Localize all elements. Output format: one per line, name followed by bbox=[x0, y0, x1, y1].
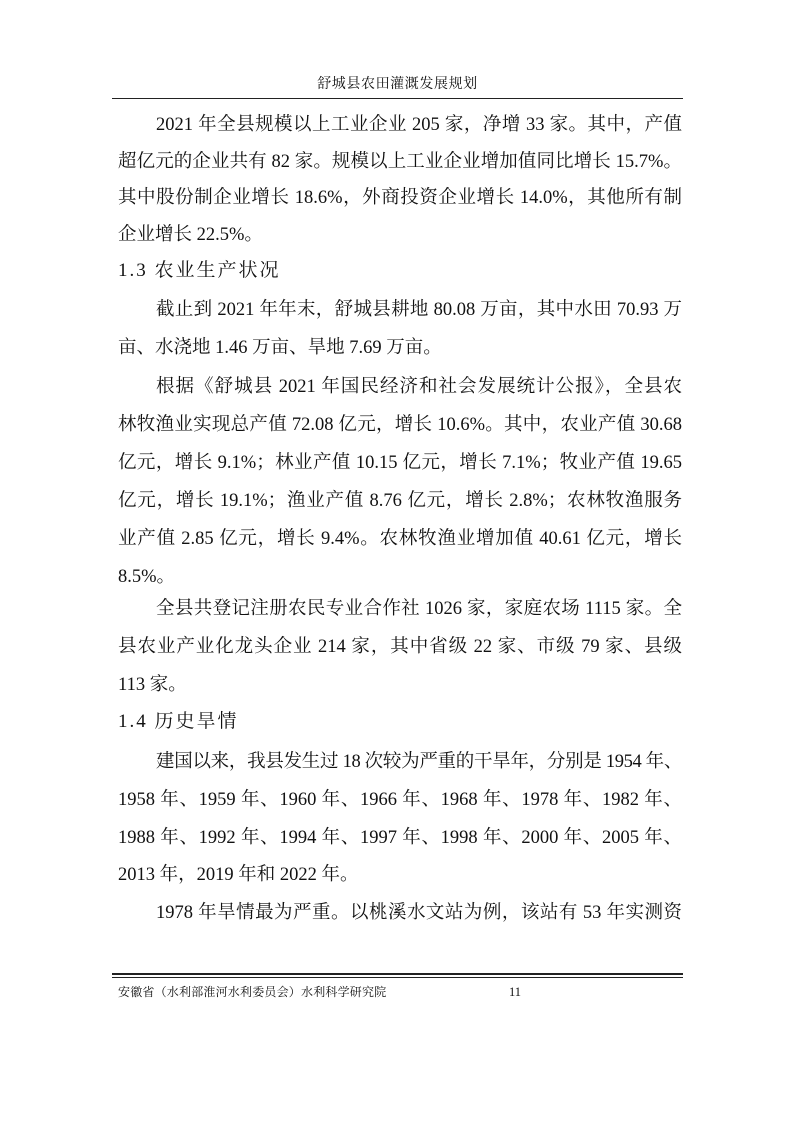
page-number: 11 bbox=[509, 985, 522, 999]
paragraph-line: 业产值 2.85 亿元，增长 9.4%。农林牧渔业增加值 40.61 亿元，增长 bbox=[118, 529, 682, 549]
paragraph-line: 113 家。 bbox=[118, 675, 187, 695]
section-heading-1-4: 1.4 历史旱情 bbox=[118, 711, 239, 732]
header-rule bbox=[112, 98, 683, 99]
paragraph-line: 县农业产业化龙头企业 214 家，其中省级 22 家、市级 79 家、县级 bbox=[118, 637, 682, 657]
paragraph-line: 企业增长 22.5%。 bbox=[118, 225, 263, 245]
paragraph-line: 亿元，增长 19.1%；渔业产值 8.76 亿元，增长 2.8%；农林牧渔服务 bbox=[118, 491, 682, 511]
paragraph-line: 根据《舒城县 2021 年国民经济和社会发展统计公报》，全县农 bbox=[156, 377, 682, 397]
paragraph-line: 超亿元的企业共有 82 家。规模以上工业企业增加值同比增长 15.7%。 bbox=[118, 152, 682, 172]
paragraph-line: 林牧渔业实现总产值 72.08 亿元，增长 10.6%。其中，农业产值 30.68 bbox=[118, 415, 682, 435]
paragraph-line: 全县共登记注册农民专业合作社 1026 家，家庭农场 1115 家。全 bbox=[156, 599, 682, 619]
running-header-title: 舒城县农田灌溉发展规划 bbox=[317, 77, 478, 92]
paragraph-line: 1978 年旱情最为严重。以桃溪水文站为例，该站有 53 年实测资 bbox=[156, 903, 682, 923]
paragraph-line: 亿元，增长 9.1%；林业产值 10.15 亿元，增长 7.1%；牧业产值 19.65 bbox=[118, 453, 682, 473]
paragraph-line: 2021 年全县规模以上工业企业 205 家，净增 33 家。其中，产值 bbox=[156, 115, 682, 135]
paragraph-line: 2013 年，2019 年和 2022 年。 bbox=[118, 865, 359, 885]
paragraph-line: 1988 年、1992 年、1994 年、1997 年、1998 年、2000 年、2005 年、 bbox=[118, 828, 682, 848]
footer-rule bbox=[112, 973, 683, 978]
paragraph-line: 建国以来，我县发生过 18 次较为严重的干旱年，分别是 1954 年、 bbox=[156, 752, 682, 772]
footer-institution: 安徽省（水利部淮河水利委员会）水利科学研究院 bbox=[118, 985, 387, 999]
paragraph-line: 亩、水浇地 1.46 万亩、旱地 7.69 万亩。 bbox=[118, 338, 442, 358]
paragraph-line: 1958 年、1959 年、1960 年、1966 年、1968 年、1978 年、1982 年、 bbox=[118, 790, 682, 810]
section-heading-1-3: 1.3 农业生产状况 bbox=[118, 260, 281, 281]
paragraph-line: 8.5%。 bbox=[118, 567, 176, 587]
paragraph-line: 其中股份制企业增长 18.6%，外商投资企业增长 14.0%，其他所有制 bbox=[118, 188, 682, 208]
paragraph-line: 截止到 2021 年年末，舒城县耕地 80.08 万亩，其中水田 70.93 万 bbox=[156, 300, 682, 320]
